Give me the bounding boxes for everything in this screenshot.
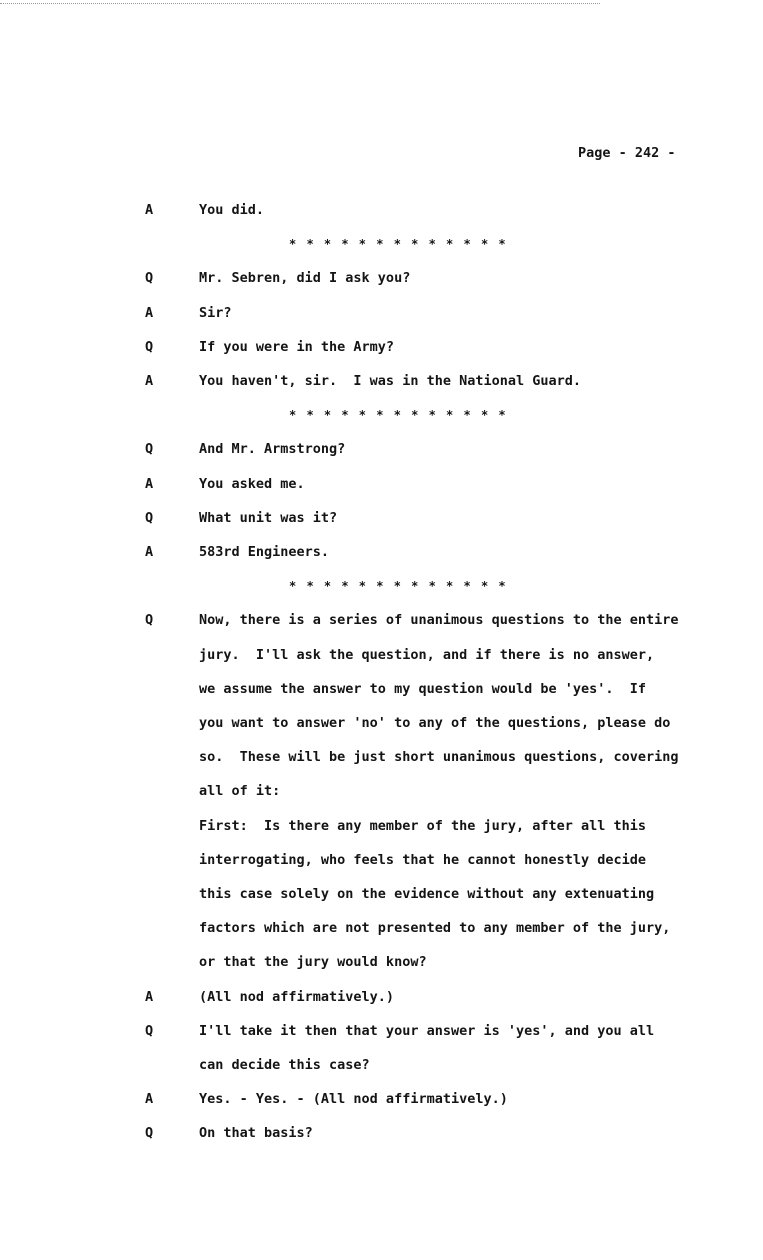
line-text: you want to answer 'no' to any of the questions, please do bbox=[199, 715, 671, 731]
line-text: factors which are not presented to any member of the jury, bbox=[199, 920, 671, 937]
line-text: You haven't, sir. I was in the National Guard. bbox=[199, 373, 582, 389]
speaker-label: Q bbox=[145, 509, 154, 526]
line-text: Sir? bbox=[199, 304, 232, 321]
line-text: this case solely on the evidence without any extenuating bbox=[199, 886, 655, 902]
speaker-label: A bbox=[145, 202, 154, 218]
speaker-label: Q bbox=[145, 1125, 154, 1142]
line-text: or that the jury would know? bbox=[199, 954, 427, 971]
speaker-label: Q bbox=[145, 1022, 154, 1039]
line-text: 583rd Engineers. bbox=[199, 544, 330, 560]
line-text: What unit was it? bbox=[199, 509, 338, 526]
line-text: Mr. Sebren, did I ask you? bbox=[199, 270, 411, 287]
line-text: all of it: bbox=[199, 783, 281, 800]
line-text: jury. I'll ask the question, and if there is no answer, bbox=[199, 646, 655, 663]
speaker-label: A bbox=[145, 475, 154, 492]
line-text: can decide this case? bbox=[199, 1057, 370, 1073]
line-text: You did. bbox=[199, 202, 265, 218]
page-number: Page - 242 - bbox=[578, 145, 676, 161]
line-text: Yes. - Yes. - (All nod affirmatively.) bbox=[199, 1091, 508, 1108]
line-text: (All nod affirmatively.) bbox=[199, 988, 395, 1005]
line-text: I'll take it then that your answer is 'yes', and you all bbox=[199, 1022, 655, 1039]
speaker-label: Q bbox=[145, 441, 154, 458]
line-text: interrogating, who feels that he cannot honestly decide bbox=[199, 851, 647, 868]
line-text: On that basis? bbox=[199, 1125, 313, 1142]
top-dotted-rule bbox=[0, 3, 600, 4]
speaker-label: A bbox=[145, 373, 154, 389]
speaker-label: A bbox=[145, 988, 154, 1005]
asterisk-separator: * * * * * * * * * * * * * bbox=[289, 408, 506, 423]
speaker-label: Q bbox=[145, 338, 154, 355]
asterisk-separator: * * * * * * * * * * * * * bbox=[289, 579, 506, 594]
speaker-label: A bbox=[145, 1091, 154, 1108]
line-text: And Mr. Armstrong? bbox=[199, 441, 346, 458]
line-text: First: Is there any member of the jury, after all this bbox=[199, 817, 647, 834]
line-text: so. These will be just short unanimous questions, covering bbox=[199, 749, 679, 766]
line-text: If you were in the Army? bbox=[199, 338, 395, 355]
line-text: we assume the answer to my question would be 'yes'. If bbox=[199, 680, 647, 697]
speaker-label: Q bbox=[145, 612, 154, 629]
line-text: Now, there is a series of unanimous questions to the entire bbox=[199, 612, 679, 629]
line-text: You asked me. bbox=[199, 475, 305, 492]
asterisk-separator: * * * * * * * * * * * * * bbox=[289, 237, 506, 252]
speaker-label: Q bbox=[145, 270, 154, 287]
speaker-label: A bbox=[145, 304, 154, 321]
speaker-label: A bbox=[145, 544, 154, 560]
